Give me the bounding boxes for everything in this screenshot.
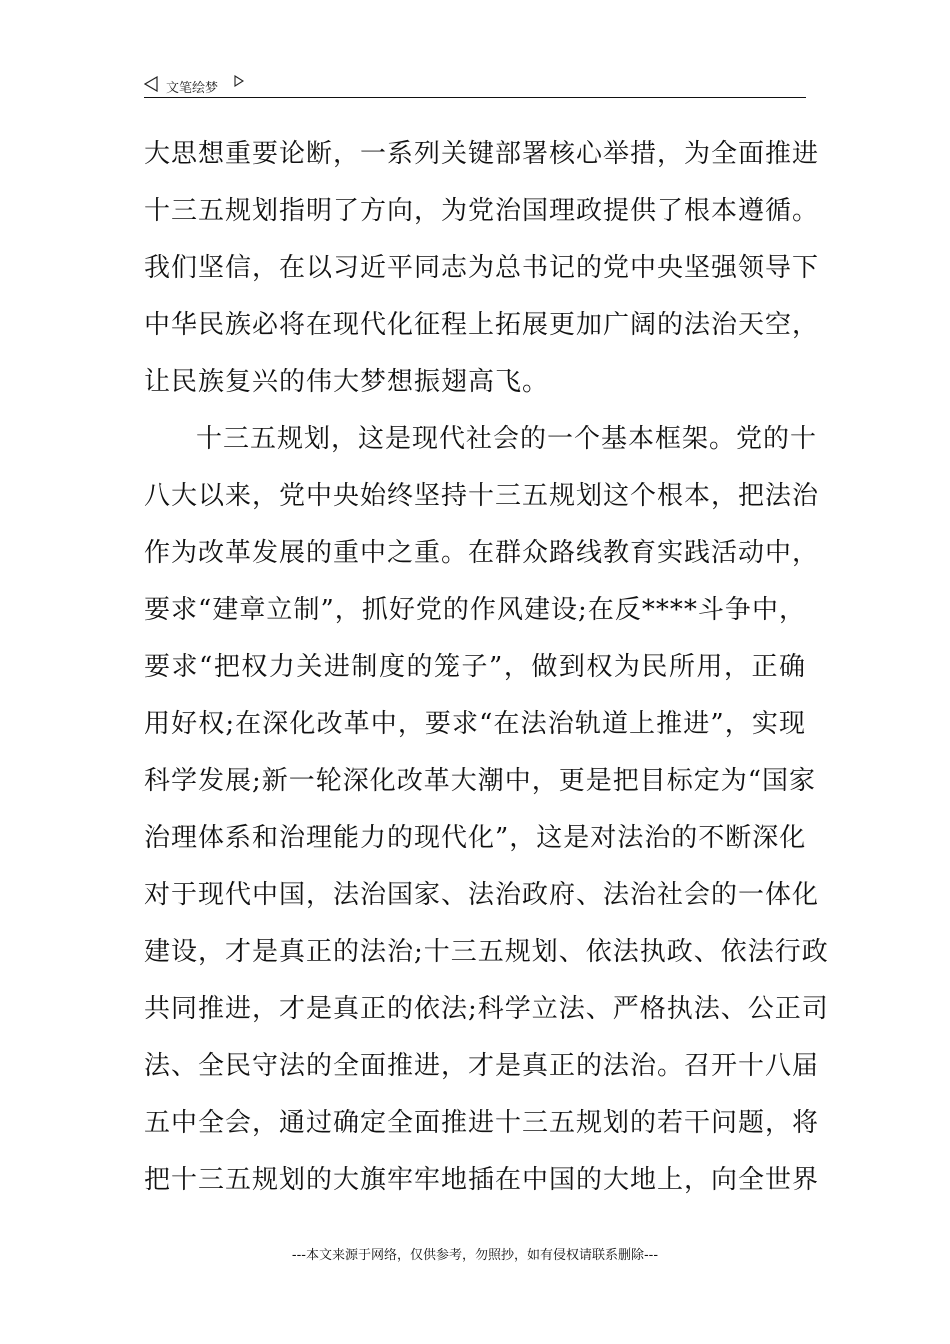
text-line: 作为改革发展的重中之重。在群众路线教育实践活动中， [144, 538, 820, 568]
text-line: 对于现代中国，法治国家、法治政府、法治社会的一体化 [144, 880, 820, 910]
text-line: 十三五规划，这是现代社会的一个基本框架。党的十 [196, 424, 818, 454]
document-body [144, 126, 829, 1209]
text-line: 建设，才是真正的法治;十三五规划、依法执政、依法行政 [144, 937, 829, 967]
footer-notice: ---本文来源于网络，仅供参考，勿照抄，如有侵权请联系删除--- [291, 1248, 659, 1263]
text-line: 五中全会，通过确定全面推进十三五规划的若干问题，将 [144, 1108, 820, 1138]
text-line: 把十三五规划的大旗牢牢地插在中国的大地上，向全世界 [144, 1165, 820, 1195]
text-line: 我们坚信，在以习近平同志为总书记的党中央坚强领导下 [144, 253, 820, 283]
text-line: 要求“把权力关进制度的笼子”，做到权为民所用，正确 [144, 652, 806, 682]
text-line: 法、全民守法的全面推进，才是真正的法治。召开十八届 [144, 1051, 820, 1081]
paragraph-2 [144, 411, 829, 1209]
header-divider [144, 97, 806, 98]
triangle-right-icon [234, 75, 244, 87]
text-line: 共同推进，才是真正的依法;科学立法、严格执法、公正司 [144, 994, 829, 1024]
header-brand: 文笔绘梦 [166, 81, 219, 96]
text-line: 中华民族必将在现代化征程上拓展更加广阔的法治天空， [144, 310, 820, 340]
text-line: 十三五规划指明了方向，为党治国理政提供了根本遵循。 [144, 196, 820, 226]
text-line: 要求“建章立制”，抓好党的作风建设;在反****斗争中， [144, 595, 806, 625]
text-line: 大思想重要论断，一系列关键部署核心举措，为全面推进 [144, 139, 820, 169]
paragraph-1 [144, 126, 820, 411]
text-line: 治理体系和治理能力的现代化”，这是对法治的不断深化 [144, 823, 807, 853]
text-line: 八大以来，党中央始终坚持十三五规划这个根本，把法治 [144, 481, 820, 511]
page-header [144, 72, 806, 98]
text-line: 用好权;在深化改革中，要求“在法治轨道上推进”，实现 [144, 709, 806, 739]
text-line: 让民族复兴的伟大梦想振翅高飞。 [144, 367, 550, 397]
triangle-left-icon [144, 76, 158, 92]
text-line: 科学发展;新一轮深化改革大潮中，更是把目标定为“国家 [144, 766, 817, 796]
